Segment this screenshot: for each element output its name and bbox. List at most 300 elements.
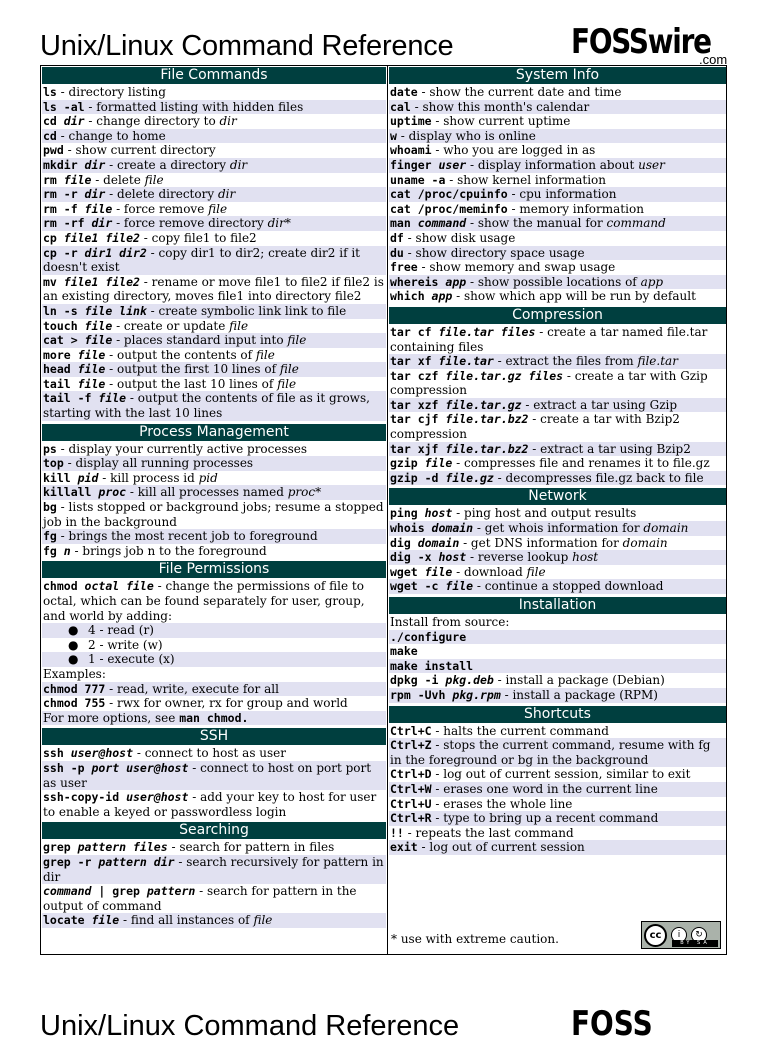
description-arg: dir: [217, 187, 236, 202]
description: - kill process id: [98, 470, 199, 485]
reference-entry: [389, 202, 726, 217]
description: - rwx for owner, rx for group and world: [105, 696, 348, 711]
description-arg: domain: [643, 521, 689, 536]
command-arg: file.tar.bz2: [445, 412, 529, 427]
description: Install from source:: [390, 615, 510, 629]
command: chmod: [43, 579, 85, 594]
description: - show current uptime: [431, 114, 571, 129]
command: dpkg -i: [390, 673, 446, 688]
command-arg: dir: [84, 157, 106, 172]
command-arg: file1 file2: [63, 230, 140, 245]
reference-entry: [42, 623, 386, 638]
description: - reverse lookup: [466, 550, 573, 565]
description-arg: file: [253, 913, 273, 928]
description-arg: pid: [198, 470, 218, 485]
reference-entry: [42, 485, 386, 500]
command: man: [390, 216, 418, 231]
description: - decompresses file.gz back to file: [493, 470, 704, 485]
command: df: [390, 230, 404, 245]
command: cd: [43, 128, 57, 143]
description: - show possible locations of: [466, 274, 641, 289]
reference-entry: [389, 688, 726, 703]
description-arg: dir*: [267, 216, 291, 231]
description: - erases the whole line: [431, 796, 573, 811]
description: - erases one word in the current line: [431, 781, 658, 796]
command: Ctrl+D: [390, 767, 432, 782]
command-arg: file: [424, 564, 453, 579]
reference-entry: [389, 550, 726, 565]
command: grep: [43, 840, 78, 855]
reference-entry: [42, 442, 386, 457]
description: - kill all processes named: [126, 485, 288, 500]
description: - change to home: [56, 128, 166, 143]
command: uptime: [390, 114, 432, 129]
section-header: Shortcuts: [389, 706, 726, 723]
section-body: [42, 85, 386, 421]
command: ssh-copy-id: [43, 790, 127, 805]
description: - memory information: [507, 201, 644, 216]
description-arg: command: [606, 216, 666, 231]
bullet-text: 4 - read (r): [88, 623, 154, 638]
command: finger: [390, 157, 439, 172]
description: - extract the files from: [493, 354, 638, 369]
section-body: [389, 615, 726, 703]
command-arg: dir: [63, 114, 85, 129]
section-header: Installation: [389, 597, 726, 614]
command: ln -s: [43, 303, 85, 318]
brand-main: FOSSwire: [571, 22, 711, 62]
reference-entry: [389, 673, 726, 688]
reference-entry: [389, 275, 726, 290]
cc-mark: cc: [644, 924, 667, 947]
reference-entry: [42, 202, 386, 217]
command-arg: app: [431, 289, 453, 304]
description: - show the manual for: [466, 216, 607, 231]
reference-entry: [42, 129, 386, 144]
command-arg: command: [43, 884, 92, 899]
command: cp -r: [43, 245, 85, 260]
description: - show this month's calendar: [410, 99, 590, 114]
description: - halts the current command: [431, 723, 609, 738]
reference-entry: [389, 114, 726, 129]
reference-entry: [389, 354, 726, 369]
reference-entry: [42, 746, 386, 761]
command: ssh -p: [43, 760, 92, 775]
description: - create a directory: [105, 157, 230, 172]
command: gzip -d: [390, 470, 446, 485]
reference-entry: [42, 711, 386, 726]
command: pwd: [43, 143, 64, 158]
reference-entry: [42, 471, 386, 486]
section-shortcuts: [389, 706, 726, 855]
description: - install a package (Debian): [493, 673, 665, 688]
next-page-title: Unix/Linux Command Reference: [40, 1010, 460, 1042]
command: grep -r: [43, 854, 99, 869]
brand-suffix: .com: [699, 52, 728, 67]
description: - show current directory: [63, 143, 216, 158]
section-body: [42, 442, 386, 559]
description-arg: file: [255, 347, 275, 362]
reference-entry: [389, 173, 726, 188]
description: - copy dir1 to dir2; create dir2 if it doesn't exist: [43, 245, 360, 275]
description: - output the first 10 lines of: [105, 362, 280, 377]
command-arg: n: [63, 543, 71, 558]
command: dig: [390, 535, 418, 550]
reference-entry: [389, 536, 726, 551]
reference-entry: [42, 304, 386, 319]
command-arg: host: [424, 506, 453, 521]
section-header: Compression: [389, 307, 726, 324]
description: - show disk usage: [403, 230, 516, 245]
brand-logo: [571, 22, 741, 67]
reference-entry: [389, 398, 726, 413]
description: - log out of current session: [417, 840, 585, 855]
next-page-brand: FOSS: [571, 1004, 653, 1044]
command: kill: [43, 470, 78, 485]
description: - directory listing: [56, 85, 166, 99]
command: Ctrl+Z: [390, 738, 432, 753]
reference-entry: [389, 811, 726, 826]
reference-entry: [42, 544, 386, 559]
reference-entry: [389, 143, 726, 158]
command: rm -f: [43, 201, 85, 216]
description: - show directory space usage: [403, 245, 585, 260]
command: du: [390, 245, 404, 260]
creative-commons-icon: [641, 921, 721, 949]
command-arg: file: [91, 913, 120, 928]
description-arg: dir: [219, 114, 237, 129]
description: - download: [452, 564, 527, 579]
description: - extract a tar using Gzip: [521, 397, 678, 412]
command-arg: file: [424, 456, 453, 471]
section-network: [389, 488, 726, 594]
description: - copy file1 to file2: [139, 230, 257, 245]
command: tar xf: [390, 354, 439, 369]
command: chmod 777: [43, 681, 106, 696]
reference-entry: [389, 216, 726, 231]
description: - output the contents of: [105, 347, 256, 362]
reference-entry: [389, 826, 726, 841]
description: - display your currently active processes: [56, 441, 308, 456]
description-arg: file: [279, 362, 299, 377]
description-arg: file: [229, 318, 249, 333]
reference-entry: [389, 289, 726, 304]
description: - show memory and swap usage: [417, 260, 616, 275]
reference-entry: [42, 143, 386, 158]
reference-entry: [389, 724, 726, 739]
footnote: * use with extreme caution.: [391, 932, 559, 946]
description-arg: file: [277, 376, 297, 391]
description: - create a tar with Bzip2 compression: [390, 412, 680, 442]
left-column: [42, 67, 386, 931]
command-arg: command: [417, 216, 467, 231]
description: - delete: [91, 172, 145, 187]
command-arg: pattern: [146, 884, 196, 899]
reference-entry: [42, 855, 386, 884]
command: fg: [43, 543, 64, 558]
command: Ctrl+U: [390, 796, 432, 811]
command: touch: [43, 318, 85, 333]
description: - create or update: [112, 318, 230, 333]
command: ping: [390, 506, 425, 521]
description: - rename or move file1 to file2 if file2 is an existing directory, moves file1 into directory file2: [43, 274, 384, 304]
command: mkdir: [43, 157, 85, 172]
reference-entry: [42, 100, 386, 115]
reference-entry: [42, 667, 386, 682]
section-body: [389, 85, 726, 304]
command-arg: octal file: [84, 579, 154, 594]
section-process-management: [42, 424, 386, 559]
reference-entry: [389, 615, 726, 630]
command: chmod 755: [43, 696, 106, 711]
description: Examples:: [43, 666, 106, 681]
reference-entry: [389, 100, 726, 115]
reference-entry: [42, 652, 386, 667]
description: - extract a tar using Bzip2: [528, 441, 691, 456]
command: killall: [43, 485, 99, 500]
command-arg: file: [98, 391, 127, 406]
description: - places standard input into: [112, 333, 288, 348]
command: man chmod.: [179, 710, 249, 725]
command-arg: domain: [417, 535, 460, 550]
command: cat /proc/cpuinfo: [390, 187, 508, 202]
reference-entry: [389, 767, 726, 782]
description: - formatted listing with hidden files: [84, 99, 304, 114]
description: - brings job n to the foreground: [70, 543, 267, 558]
command: Ctrl+R: [390, 811, 432, 826]
command-arg: domain: [431, 521, 474, 536]
description: - compresses file and renames it to file.gz: [452, 456, 710, 471]
section-body: [42, 746, 386, 819]
description-arg: file: [144, 172, 164, 187]
section-header: File Permissions: [42, 561, 386, 578]
description-arg: file: [208, 201, 228, 216]
description: - search recursively for pattern in dir: [43, 854, 384, 884]
section-header: Network: [389, 488, 726, 505]
section-file-permissions: [42, 561, 386, 725]
reference-entry: [42, 246, 386, 275]
reference-entry: [389, 565, 726, 580]
command-arg: user: [438, 157, 467, 172]
section-header: System Info: [389, 67, 726, 84]
command: | grep: [91, 884, 147, 899]
column-divider: [387, 65, 388, 955]
description: - display all running processes: [63, 456, 254, 471]
description-arg: dir: [229, 157, 248, 172]
reference-entry: [389, 521, 726, 536]
command-arg: file: [84, 318, 113, 333]
command: cal: [390, 99, 411, 114]
reference-entry: [389, 797, 726, 812]
command: free: [390, 260, 418, 275]
description: For more options, see: [43, 710, 180, 725]
command: ps: [43, 441, 57, 456]
description: - display who is online: [396, 128, 536, 143]
description-arg: app: [640, 274, 664, 289]
section-header: File Commands: [42, 67, 386, 84]
command: dig -x: [390, 550, 439, 565]
reference-entry: [389, 644, 726, 659]
reference-entry: [389, 187, 726, 202]
description: - show kernel information: [445, 172, 606, 187]
reference-entry: [42, 333, 386, 348]
description: - stops the current command, resume with fg in the foreground or bg in the background: [390, 738, 711, 767]
description-arg: user: [638, 157, 665, 172]
description: - get DNS information for: [459, 535, 623, 550]
by-icon: i: [671, 927, 687, 943]
command-arg: dir: [91, 216, 113, 231]
command-arg: user@host: [70, 746, 134, 761]
description-arg: file: [287, 333, 307, 348]
command: whois: [390, 521, 432, 536]
reference-entry: [42, 216, 386, 231]
command: rm: [43, 172, 64, 187]
section-ssh: [42, 728, 386, 819]
reference-entry: [389, 325, 726, 354]
description: - create a tar named file.tar containing files: [390, 324, 708, 354]
command-arg: dir: [84, 187, 106, 202]
command: exit: [390, 840, 418, 855]
description: - create symbolic link link to file: [146, 303, 347, 318]
section-file-commands: [42, 67, 386, 421]
command-arg: file.tar: [438, 354, 494, 369]
reference-entry: [389, 782, 726, 797]
command-arg: proc: [98, 485, 127, 500]
description: - add your key to host for user to enable a keyed or passwordless login: [43, 790, 377, 819]
bullet-icon: ●: [68, 637, 79, 652]
description: - install a package (RPM): [500, 687, 658, 702]
command-arg: file.tar.gz files: [445, 368, 564, 383]
description: - force remove directory: [112, 216, 268, 231]
command: more: [43, 347, 78, 362]
reference-entry: [42, 114, 386, 129]
description-arg: file.tar: [637, 354, 678, 369]
command: !!: [390, 825, 404, 840]
reference-entry: [42, 500, 386, 529]
command: rpm -Uvh: [390, 687, 453, 702]
command-arg: file link: [84, 303, 147, 318]
reference-entry: [389, 158, 726, 173]
section-body: [42, 840, 386, 928]
description: - continue a stopped download: [473, 579, 664, 594]
page-title: Unix/Linux Command Reference: [40, 30, 454, 62]
command: tail -f: [43, 391, 99, 406]
description-arg: domain: [622, 535, 668, 550]
command-arg: file: [84, 333, 113, 348]
command: gzip: [390, 456, 425, 471]
reference-entry: [42, 682, 386, 697]
command: ls: [43, 85, 57, 99]
reference-entry: [42, 319, 386, 334]
reference-entry: [42, 158, 386, 173]
description: - create a tar with Gzip compression: [390, 368, 708, 398]
command-arg: port user@host: [91, 760, 189, 775]
description: - connect to host as user: [133, 746, 287, 761]
command: tar cf: [390, 324, 439, 339]
section-system-info: [389, 67, 726, 304]
reference-entry: [42, 377, 386, 392]
reference-entry: [42, 187, 386, 202]
command: head: [43, 362, 78, 377]
bullet-icon: ●: [68, 652, 79, 667]
bullet-text: 2 - write (w): [88, 637, 163, 652]
description-arg: proc*: [287, 485, 322, 500]
command: bg: [43, 500, 57, 515]
reference-entry: [42, 173, 386, 188]
command: cd: [43, 114, 64, 129]
reference-entry: [42, 391, 386, 420]
sa-icon: ↻: [691, 927, 707, 943]
command-arg: file.tar files: [438, 324, 536, 339]
command-arg: file: [77, 362, 106, 377]
command: wget -c: [390, 579, 446, 594]
description: - who you are logged in as: [431, 143, 596, 158]
description-arg: host: [572, 550, 599, 565]
command: Ctrl+C: [390, 723, 432, 738]
description: - output the last 10 lines of: [105, 376, 278, 391]
reference-entry: [389, 659, 726, 674]
command: tail: [43, 376, 78, 391]
description: - show which app will be run by default: [452, 289, 696, 304]
reference-entry: [389, 456, 726, 471]
command: locate: [43, 913, 92, 928]
reference-entry: [42, 348, 386, 363]
reference-entry: [389, 231, 726, 246]
description: - display information about: [466, 157, 639, 172]
command: fg: [43, 529, 57, 544]
section-body: [389, 724, 726, 855]
reference-entry: [42, 638, 386, 653]
command: make: [390, 644, 418, 659]
command-arg: file.gz: [445, 470, 494, 485]
reference-entry: [389, 442, 726, 457]
reference-entry: [42, 231, 386, 246]
command: wget: [390, 564, 425, 579]
description: - get whois information for: [473, 521, 644, 536]
reference-entry: [42, 85, 386, 100]
command-arg: file: [445, 579, 474, 594]
command: whereis: [390, 274, 446, 289]
command: make install: [390, 658, 474, 673]
command: w: [390, 128, 397, 143]
description: - lists stopped or background jobs; resume a stopped job in the background: [43, 500, 384, 529]
reference-entry: [389, 369, 726, 398]
reference-entry: [42, 913, 386, 928]
section-header: Searching: [42, 822, 386, 839]
reference-entry: [42, 275, 386, 304]
reference-entry: [42, 579, 386, 623]
section-header: Process Management: [42, 424, 386, 441]
section-compression: [389, 307, 726, 486]
command-arg: file: [77, 376, 106, 391]
reference-entry: [42, 362, 386, 377]
command-arg: app: [445, 274, 467, 289]
description: - read, write, execute for all: [105, 681, 279, 696]
command-arg: pid: [77, 470, 99, 485]
command: tar czf: [390, 368, 446, 383]
command: cp: [43, 230, 64, 245]
description: - force remove: [112, 201, 209, 216]
section-body: [389, 506, 726, 594]
command-arg: host: [438, 550, 467, 565]
section-searching: [42, 822, 386, 928]
command: cat /proc/meminfo: [390, 201, 508, 216]
section-header: SSH: [42, 728, 386, 745]
command: ./configure: [390, 629, 467, 644]
command: date: [390, 85, 418, 99]
command-arg: pattern files: [77, 840, 168, 855]
reference-entry: [42, 696, 386, 711]
